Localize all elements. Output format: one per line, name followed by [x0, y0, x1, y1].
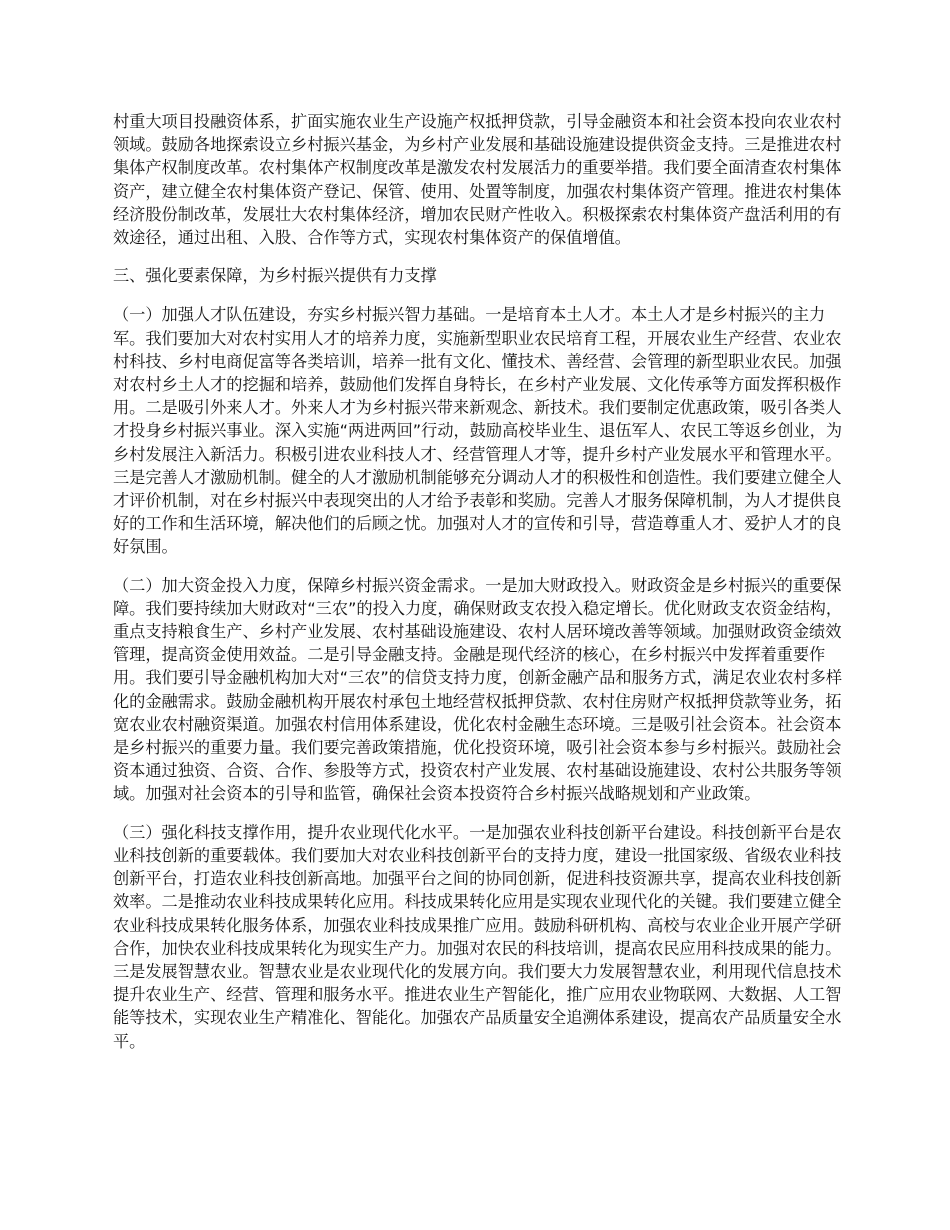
paragraph-continuation: 村重大项目投融资体系，扩面实施农业生产设施产权抵押贷款，引导金融资本和社会资本投向农业农村领域。鼓励各地探索设立乡村振兴基金，为乡村产业发展和基础设施建设提供资金支持。三是推进农村集体产权制度改革。农村集体产权制度改革是激发农村发展活力的重要举措。我们要全面清查农村集体资产，建立健全农村集体资产登记、保管、使用、处置等制度，加强农村集体资产管理。推进农村集体经济股份制改革，发展壮大农村集体经济，增加农民财产性收入。积极探索农村集体资产盘活利用的有效途径，通过出租、入股、合作等方式，实现农村集体资产的保值增值。	[113, 112, 842, 248]
paragraph-talent: （一）加强人才队伍建设，夯实乡村振兴智力基础。一是培育本土人才。本土人才是乡村振兴的主力军。我们要加大对农村实用人才的培养力度，实施新型职业农民培育工程，开展农业生产经营、农业农村科技、乡村电商促富等各类培训，培养一批有文化、懂技术、善经营、会管理的新型职业农民。加强对农村乡土人才的挖掘和培养，鼓励他们发挥自身特长，在乡村产业发展、文化传承等方面发挥积极作用。二是吸引外来人才。外来人才为乡村振兴带来新观念、新技术。我们要制定优惠政策，吸引各类人才投身乡村振兴事业。深入实施“两进两回”行动，鼓励高校毕业生、退伍军人、农民工等返乡创业，为乡村发展注入新活力。积极引进农业科技人才、经营管理人才等，提升乡村产业发展水平和管理水平。三是完善人才激励机制。健全的人才激励机制能够充分调动人才的积极性和创造性。我们要建立健全人才评价机制，对在乡村振兴中表现突出的人才给予表彰和奖励。完善人才服务保障机制，为人才提供良好的工作和生活环境，解决他们的后顾之忧。加强对人才的宣传和引导，营造尊重人才、爱护人才的良好氛围。	[113, 305, 843, 557]
paragraph-funding: （二）加大资金投入力度，保障乡村振兴资金需求。一是加大财政投入。财政资金是乡村振兴的重要保障。我们要持续加大财政对“三农”的投入力度，确保财政支农投入稳定增长。优化财政支农资金结构，重点支持粮食生产、乡村产业发展、农村基础设施建设、农村人居环境改善等领域。加强财政资金绩效管理，提高资金使用效益。二是引导金融支持。金融是现代经济的核心，在乡村振兴中发挥着重要作用。我们要引导金融机构加大对“三农”的信贷支持力度，创新金融产品和服务方式，满足农业农村多样化的金融需求。鼓励金融机构开展农村承包土地经营权抵押贷款、农村住房财产权抵押贷款等业务，拓宽农业农村融资渠道。加强农村信用体系建设，优化农村金融生态环境。三是吸引社会资本。社会资本是乡村振兴的重要力量。我们要完善政策措施，优化投资环境，吸引社会资本参与乡村振兴。鼓励社会资本通过独资、合资、合作、参股等方式，投资农村产业发展、农村基础设施建设、农村公共服务等领域。加强对社会资本的引导和监管，确保社会资本投资符合乡村振兴战略规划和产业政策。	[113, 575, 843, 804]
document-body	[113, 110, 853, 1068]
section-heading: 三、强化要素保障，为乡村振兴提供有力支撑	[113, 266, 437, 286]
paragraph-technology: （三）强化科技支撑作用，提升农业现代化水平。一是加强农业科技创新平台建设。科技创新平台是农业科技创新的重要载体。我们要加大对农业科技创新平台的支持力度，建设一批国家级、省级农业科技创新平台，打造农业科技创新高地。加强平台之间的协同创新，促进科技资源共享，提高农业科技创新效率。二是推动农业科技成果转化应用。科技成果转化应用是实现农业现代化的关键。我们要建立健全农业科技成果转化服务体系，加强农业科技成果推广应用。鼓励科研机构、高校与农业企业开展产学研合作，加快农业科技成果转化为现实生产力。加强对农民的科技培训，提高农民应用科技成果的能力。三是发展智慧农业。智慧农业是农业现代化的发展方向。我们要大力发展智慧农业，利用现代信息技术提升农业生产、经营、管理和服务水平。推进农业生产智能化，推广应用农业物联网、大数据、人工智能等技术，实现农业生产精准化、智能化。加强农产品质量安全追溯体系建设，提高农产品质量安全水平。	[113, 822, 842, 1051]
